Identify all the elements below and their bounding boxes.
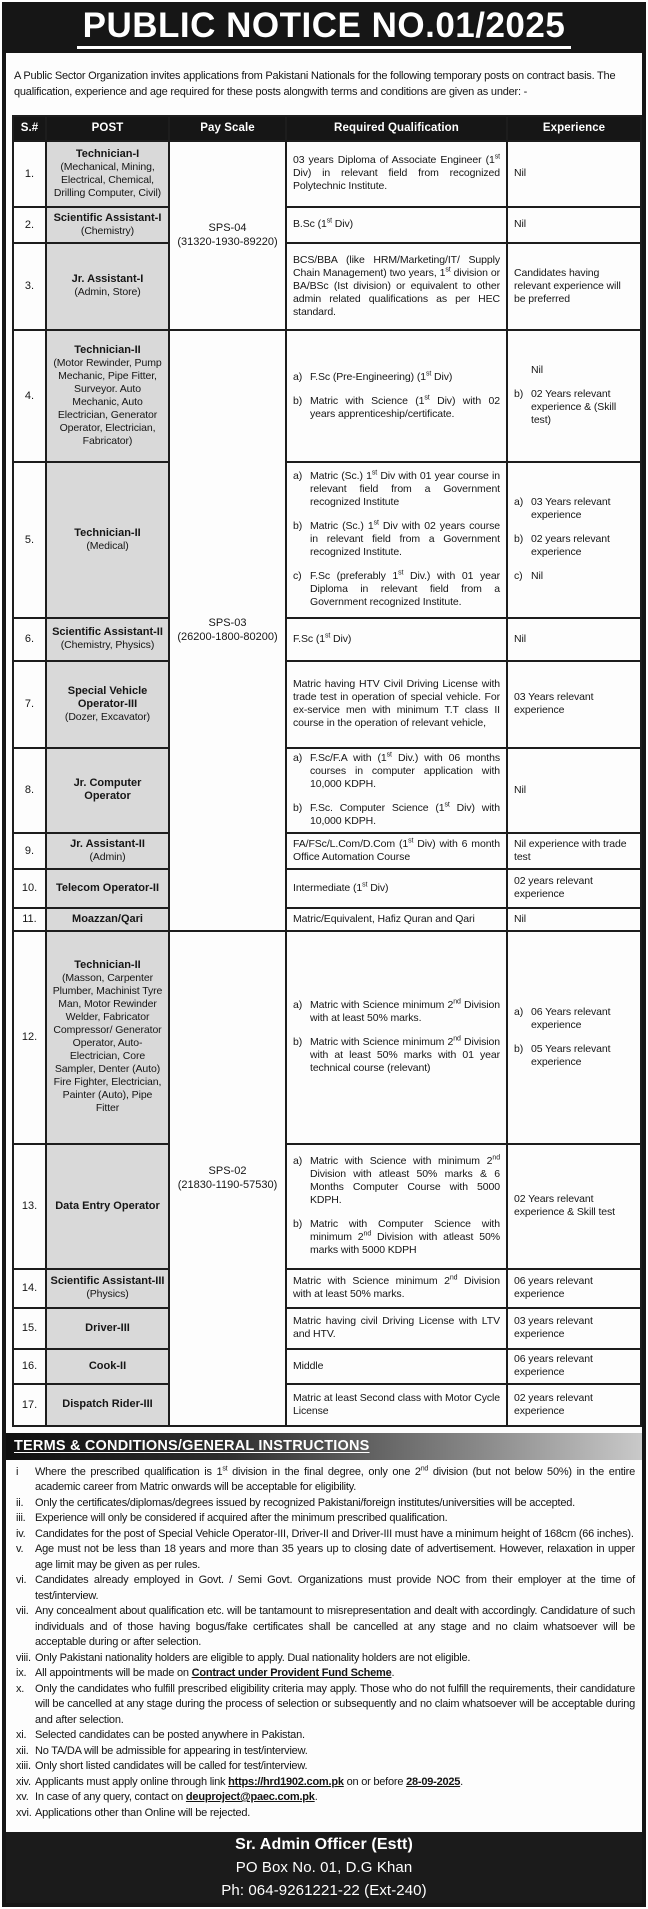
item-text: Nil <box>531 364 543 377</box>
lettered-item <box>514 496 634 522</box>
post-cell <box>46 1308 169 1349</box>
pay-scale-range: (31320-1930-89220) <box>177 236 278 249</box>
cell-text: F.Sc (1st Div) <box>293 632 352 645</box>
term-text <box>35 1759 635 1775</box>
post-cell <box>46 869 169 908</box>
experience-cell <box>507 931 641 1144</box>
item-tag: b) <box>514 388 524 401</box>
post-name: Cook-II <box>88 1359 127 1372</box>
lettered-item <box>293 520 500 559</box>
post-cell <box>46 661 169 748</box>
post-cell <box>46 908 169 931</box>
term-item <box>8 1573 635 1604</box>
post-name: Special Vehicle Operator-III <box>67 684 148 710</box>
column-header: Required Qualification <box>286 116 507 141</box>
item-text: Matric (Sc.) 1st Div with 01 year course in relevant field from a Government recognized Institute <box>310 469 500 509</box>
post-name: Dispatch Rider-III <box>62 1398 153 1411</box>
cell-text: Candidates having relevant experience will be preferred <box>514 266 621 305</box>
term-number: xiv. <box>16 1775 31 1788</box>
posts-table <box>12 115 642 1427</box>
experience-cell <box>507 661 641 748</box>
lettered-item <box>514 1006 634 1032</box>
cell-text: 02 years relevant experience <box>514 1391 593 1417</box>
post-cell <box>46 748 169 833</box>
cell-text: 03 years relevant experience <box>514 1315 593 1341</box>
serial-cell: 3. <box>13 243 46 330</box>
term-segment: Only Pakistani nationality holders are eligible to apply. Dual nationality holders are not eligible. <box>35 1651 471 1664</box>
term-item <box>8 1682 635 1729</box>
term-text <box>35 1744 635 1760</box>
column-header: Pay Scale <box>169 116 286 141</box>
item-tag: b) <box>514 1042 524 1055</box>
term-item <box>8 1666 635 1682</box>
lettered-item <box>293 1218 500 1257</box>
serial-cell: 14. <box>13 1269 46 1308</box>
serial-cell: 10. <box>13 869 46 908</box>
item-tag: b) <box>293 1218 303 1231</box>
serial-cell: 5. <box>13 462 46 618</box>
item-tag: a) <box>293 752 303 765</box>
table-row <box>13 1269 641 1308</box>
cell-text: Matric having civil Driving License with LTV and HTV. <box>293 1315 500 1341</box>
post-cell <box>46 330 169 462</box>
cell-text: BCS/BBA (like HRM/Marketing/IT/ Supply Chain Management) two years, 1st division or BA/BSc (Ist division) or equivalent to other admin related qualifications as per HEC standard. <box>293 253 500 318</box>
item-tag: b) <box>293 394 303 407</box>
table-row <box>13 661 641 748</box>
table-row <box>13 931 641 1144</box>
serial-cell: 8. <box>13 748 46 833</box>
cell-text: Nil experience with trade test <box>514 837 627 863</box>
term-item <box>8 1728 635 1744</box>
term-emphasis: 28-09-2025 <box>406 1775 461 1788</box>
term-segment: Any concealment about qualification etc. will be tantamount to misrepresentation and dealt with accordingly. Candidature of such individuals and of those having bogus/fake certificates shall be cancelled at any stage and no claim whatsoever will be acceptable during or after selection. <box>35 1605 635 1649</box>
item-tag: b) <box>293 802 303 815</box>
post-name: Moazzan/Qari <box>72 912 143 925</box>
table-header-row <box>13 116 641 141</box>
page-frame <box>2 2 646 1907</box>
experience-cell <box>507 833 641 869</box>
term-emphasis: https://hrd1902.com.pk <box>228 1775 344 1788</box>
item-text: 06 Years relevant experience <box>531 1005 611 1031</box>
qualification-cell <box>286 1308 507 1349</box>
qualification-cell <box>286 748 507 833</box>
post-detail: (Admin) <box>89 850 126 863</box>
term-text <box>35 1806 635 1822</box>
post-name: Scientific Assistant-I <box>53 211 162 224</box>
experience-cell <box>507 330 641 462</box>
item-tag: a) <box>293 999 303 1012</box>
post-cell <box>46 462 169 618</box>
term-segment: Where the prescribed qualification is 1st division in the final degree, only one 2nd division (but not below 50%) in the entire academic career from Matric onwards will be acceptable for eligibility. <box>35 1465 635 1494</box>
post-cell <box>46 243 169 330</box>
post-name: Data Entry Operator <box>55 1199 160 1212</box>
serial-cell: 4. <box>13 330 46 462</box>
qualification-cell <box>286 931 507 1144</box>
item-text: 05 Years relevant experience <box>531 1042 611 1068</box>
qualification-cell <box>286 1384 507 1426</box>
term-number: xvi. <box>16 1806 32 1819</box>
term-item <box>8 1465 635 1496</box>
term-segment: . <box>314 1791 318 1804</box>
term-number: iii. <box>16 1512 26 1525</box>
qualification-cell <box>286 618 507 661</box>
qualification-cell <box>286 661 507 748</box>
term-number: xii. <box>16 1744 29 1757</box>
experience-cell <box>507 1269 641 1308</box>
item-text: Matric with Computer Science with minimum 2nd Division with atleast 50% marks with 5000 KDPH <box>310 1218 500 1257</box>
page-footer <box>6 1832 642 1903</box>
qualification-cell <box>286 462 507 618</box>
term-item <box>8 1542 635 1573</box>
cell-text: Matric at least Second class with Motor Cycle License <box>293 1391 500 1417</box>
post-name: Technician-I <box>75 147 140 160</box>
post-cell <box>46 931 169 1144</box>
table-row <box>13 1384 641 1426</box>
post-detail: (Mechanical, Mining, Electrical, Chemical, Drilling Computer, Civil) <box>53 160 162 199</box>
term-text <box>35 1728 635 1744</box>
term-text <box>35 1511 635 1527</box>
item-text: Matric with Science minimum 2nd Division with at least 50% marks. <box>310 998 500 1025</box>
term-number: vi. <box>16 1574 27 1587</box>
term-number: i <box>16 1465 19 1478</box>
experience-cell <box>507 1308 641 1349</box>
term-text <box>35 1573 635 1604</box>
qualification-cell <box>286 141 507 207</box>
cell-text: FA/FSc/L.Com/D.Com (1st Div) with 6 month Office Automation Course <box>293 837 500 863</box>
term-text <box>35 1496 635 1512</box>
qualification-cell <box>286 869 507 908</box>
cell-text: B.Sc (1st Div) <box>293 217 354 231</box>
term-item <box>8 1790 635 1806</box>
item-tag: a) <box>293 470 303 483</box>
post-name: Jr. Assistant-II <box>70 837 145 850</box>
term-text <box>35 1542 635 1573</box>
term-number: v. <box>16 1543 24 1556</box>
term-segment: Only short listed candidates will be called for test/interview. <box>35 1760 308 1773</box>
term-segment: on or before <box>343 1775 407 1788</box>
item-tag: a) <box>293 370 303 383</box>
post-cell <box>46 141 169 207</box>
pay-scale-cell <box>169 141 286 330</box>
item-text: F.Sc. Computer Science (1st Div) with 10,000 KDPH. <box>310 801 500 828</box>
intro-text: A Public Sector Organization invites applications from Pakistani Nationals for the following temporary posts on contract basis. The qualification, experience and age required for these posts alongwith terms and conditions are given as under: - <box>14 69 616 98</box>
serial-cell: 16. <box>13 1349 46 1384</box>
lettered-item <box>514 533 634 559</box>
term-emphasis: Contract under Provident Fund Scheme <box>191 1667 392 1680</box>
term-segment: . <box>460 1775 464 1788</box>
serial-cell: 2. <box>13 207 46 243</box>
table-row <box>13 141 641 207</box>
post-detail: (Dozer, Excavator) <box>64 710 151 723</box>
term-text <box>35 1465 635 1496</box>
title-bar <box>6 6 642 53</box>
lettered-item <box>514 1043 634 1069</box>
item-tag: a) <box>293 1155 303 1168</box>
lettered-item <box>293 1155 500 1207</box>
item-tag: b) <box>293 520 303 533</box>
experience-cell <box>507 207 641 243</box>
serial-cell: 11. <box>13 908 46 931</box>
term-emphasis: deuproject@paec.com.pk <box>185 1791 315 1804</box>
term-number: xv. <box>16 1791 29 1804</box>
item-text: F.Sc (Pre-Engineering) (1st Div) <box>310 370 453 383</box>
cell-text: 03 years Diploma of Associate Engineer (1st Div) in relevant field from recognized Polytechnic Institute. <box>293 153 500 193</box>
term-segment: Only the candidates who fulfill prescribed eligibility criteria may apply. Those who do not fulfill the requirements, their candidature will be cancelled at any stage during the process of selection or subsequently and no claim whatsoever will be acceptable during and after selection. <box>35 1682 635 1726</box>
term-item <box>8 1527 635 1543</box>
cell-text: Matric/Equivalent, Hafiz Quran and Qari <box>293 912 475 925</box>
post-cell <box>46 207 169 243</box>
table-row <box>13 1308 641 1349</box>
signatory-line: Sr. Admin Officer (Estt) <box>235 1836 413 1853</box>
item-tag: a) <box>514 496 524 509</box>
experience-cell <box>507 618 641 661</box>
term-item <box>8 1806 635 1822</box>
cell-text: 06 years relevant experience <box>514 1353 593 1379</box>
term-text <box>35 1666 635 1682</box>
pay-scale-label: SPS-02 <box>208 1165 247 1178</box>
item-text: Matric with Science with minimum 2nd Division with atleast 50% marks & 6 Months Computer Course with 5000 KDPH. <box>310 1154 500 1207</box>
item-tag: b) <box>514 533 524 546</box>
table-body <box>13 141 641 1426</box>
qualification-cell <box>286 207 507 243</box>
term-segment: . <box>391 1667 395 1680</box>
serial-cell: 15. <box>13 1308 46 1349</box>
post-detail: (Masson, Carpenter Plumber, Machinist Tyre Man, Motor Rewinder Welder, Fabricator Compressor/ Generator Operator, Auto-Electrician, Core Sampler, Denter (Auto) Fire Fighter, Electrician, Painter (Auto), Pipe Fitter <box>52 972 163 1115</box>
term-segment: Selected candidates can be posted anywhere in Pakistan. <box>35 1729 305 1742</box>
term-segment: Only the certificates/diplomas/degrees issued by recognized Pakistani/foreign institutes/universities will be accepted. <box>35 1496 575 1509</box>
post-detail: (Admin, Store) <box>74 286 141 299</box>
term-segment: Applications other than Online will be rejected. <box>35 1806 251 1819</box>
term-segment: In case of any query, contact on <box>35 1791 186 1804</box>
experience-cell <box>507 141 641 207</box>
cell-text: Nil <box>514 167 526 180</box>
terms-list <box>6 1460 642 1832</box>
column-header: POST <box>46 116 169 141</box>
lettered-item <box>293 395 500 421</box>
lettered-item <box>514 388 634 427</box>
table-row <box>13 1349 641 1384</box>
cell-text: Nil <box>514 783 526 796</box>
term-segment: Candidates already employed in Govt. / Semi Govt. Organizations must provide NOC from their employer at the time of test/interview. <box>35 1574 635 1602</box>
post-name: Scientific Assistant-III <box>50 1275 165 1288</box>
term-number: vii. <box>16 1605 29 1618</box>
post-cell <box>46 1384 169 1426</box>
table-row <box>13 462 641 618</box>
post-name: Technician-II <box>74 959 141 972</box>
page-title: PUBLIC NOTICE NO.01/2025 <box>77 8 572 49</box>
term-item <box>8 1651 635 1667</box>
term-text <box>35 1682 635 1729</box>
term-text <box>35 1527 635 1543</box>
item-tag <box>514 364 531 377</box>
lettered-item <box>293 752 500 791</box>
table-row <box>13 1144 641 1269</box>
cell-text: Intermediate (1st Div) <box>293 881 389 894</box>
serial-cell: 1. <box>13 141 46 207</box>
experience-cell <box>507 243 641 330</box>
lettered-item <box>514 364 634 377</box>
item-tag: c) <box>514 570 523 583</box>
post-name: Jr. Computer Operator <box>73 777 142 803</box>
serial-cell: 7. <box>13 661 46 748</box>
serial-cell: 13. <box>13 1144 46 1269</box>
post-name: Telecom Operator-II <box>55 881 160 894</box>
table-row <box>13 207 641 243</box>
column-header: S.# <box>13 116 46 141</box>
term-segment: Experience will only be considered if acquired after the minimum prescribed qualification. <box>35 1512 448 1525</box>
qualification-cell <box>286 243 507 330</box>
terms-bar <box>6 1433 642 1460</box>
post-detail: (Medical) <box>86 539 129 552</box>
item-text: Matric (Sc.) 1st Div with 02 years course in relevant field from a Government recognized Institute. <box>310 519 500 559</box>
pay-scale-cell <box>169 330 286 931</box>
pay-scale-range: (26200-1800-80200) <box>177 631 278 644</box>
qualification-cell <box>286 1269 507 1308</box>
table-row <box>13 748 641 833</box>
term-text <box>35 1790 635 1806</box>
table-row <box>13 833 641 869</box>
term-number: viii. <box>16 1651 31 1664</box>
lettered-item <box>293 802 500 828</box>
term-item <box>8 1775 635 1791</box>
term-item <box>8 1496 635 1512</box>
term-text <box>35 1604 635 1651</box>
post-name: Technician-II <box>74 526 141 539</box>
term-segment: Candidates for the post of Special Vehicle Operator-III, Driver-II and Driver-III must have a minimum height of 168cm (66 inches). <box>35 1527 634 1540</box>
post-cell <box>46 618 169 661</box>
experience-cell <box>507 462 641 618</box>
experience-cell <box>507 1349 641 1384</box>
term-item <box>8 1604 635 1651</box>
post-detail: (Motor Rewinder, Pump Mechanic, Pipe Fitter, Surveyor. Auto Mechanic, Auto Electrician, Generator Operator, Electrician, Fabricator) <box>53 356 162 447</box>
lettered-item <box>293 470 500 509</box>
item-tag: c) <box>293 570 302 583</box>
item-text: 02 Years relevant experience & (Skill test) <box>531 388 617 427</box>
cell-text: Matric with Science minimum 2nd Division with at least 50% marks. <box>293 1274 500 1301</box>
table-row <box>13 908 641 931</box>
term-number: xi. <box>16 1729 27 1742</box>
item-text: F.Sc (preferably 1st Div.) with 01 year Diploma in relevant field from a Government recognized Institute. <box>310 569 500 609</box>
experience-cell <box>507 1384 641 1426</box>
qualification-cell <box>286 1144 507 1269</box>
pay-scale-cell <box>169 931 286 1426</box>
pay-scale-label: SPS-03 <box>208 617 247 630</box>
lettered-item <box>293 1036 500 1075</box>
item-text: F.Sc/F.A with (1st Div.) with 06 months courses in computer application with 10,000 KDPH. <box>310 751 500 791</box>
cell-text: 02 Years relevant experience & Skill test <box>514 1193 615 1219</box>
lettered-item <box>293 570 500 609</box>
term-item <box>8 1511 635 1527</box>
post-cell <box>46 1269 169 1308</box>
serial-cell: 12. <box>13 931 46 1144</box>
post-name: Driver-III <box>85 1321 130 1334</box>
post-detail: (Physics) <box>86 1288 129 1301</box>
term-item <box>8 1744 635 1760</box>
term-number: x. <box>16 1682 25 1695</box>
serial-cell: 17. <box>13 1384 46 1426</box>
term-segment: All appointments will be made on <box>35 1667 192 1680</box>
table-row <box>13 330 641 462</box>
cell-text: 06 years relevant experience <box>514 1275 593 1301</box>
term-number: xiii. <box>16 1760 31 1773</box>
qualification-cell <box>286 908 507 931</box>
experience-cell <box>507 869 641 908</box>
cell-text: 02 years relevant experience <box>514 875 593 901</box>
term-number: iv. <box>16 1527 26 1540</box>
pay-scale-range: (21830-1190-57530) <box>177 1179 278 1192</box>
term-text <box>35 1775 635 1791</box>
post-detail: (Chemistry) <box>80 224 135 237</box>
table-row <box>13 618 641 661</box>
table-row <box>13 243 641 330</box>
post-name: Technician-II <box>74 343 141 356</box>
qualification-cell <box>286 833 507 869</box>
item-text: Matric with Science minimum 2nd Division with at least 50% marks with 01 year technical course (relevant) <box>310 1035 500 1075</box>
cell-text: Middle <box>293 1359 324 1372</box>
term-segment: Applicants must apply online through link <box>35 1775 229 1788</box>
qualification-cell <box>286 1349 507 1384</box>
item-tag: b) <box>293 1036 303 1049</box>
experience-cell <box>507 1144 641 1269</box>
cell-text: Nil <box>514 218 526 231</box>
cell-text: Matric having HTV Civil Driving License with trade test in operation of special vehicle. For ex-service men with minimum T.T class II course in the operation of relevant vehicle, <box>293 678 500 730</box>
term-number: ii. <box>16 1496 24 1509</box>
post-cell <box>46 1349 169 1384</box>
term-number: ix. <box>16 1667 27 1680</box>
lettered-item <box>293 371 500 384</box>
post-cell <box>46 1144 169 1269</box>
item-text: 03 Years relevant experience <box>531 496 611 522</box>
lettered-item <box>293 999 500 1025</box>
experience-cell <box>507 908 641 931</box>
qualification-cell <box>286 330 507 462</box>
cell-text: Nil <box>514 912 526 925</box>
item-text: Matric with Science (1st Div) with 02 years apprenticeship/certificate. <box>310 394 500 420</box>
cell-text: Nil <box>514 632 526 645</box>
address-line: PO Box No. 01, D.G Khan <box>235 1859 413 1876</box>
serial-cell: 6. <box>13 618 46 661</box>
term-segment: Age must not be less than 18 years and more than 35 years up to closing date of advertisement. However, relaxation in upper age limit may be given as per rules. <box>35 1543 635 1571</box>
serial-cell: 9. <box>13 833 46 869</box>
item-text: 02 years relevant experience <box>531 533 610 559</box>
post-name: Jr. Assistant-I <box>71 273 144 286</box>
cell-text: 03 Years relevant experience <box>514 691 594 717</box>
lettered-item <box>514 570 634 583</box>
term-text <box>35 1651 635 1667</box>
post-detail: (Chemistry, Physics) <box>60 639 155 652</box>
post-name: Scientific Assistant-II <box>52 626 163 639</box>
term-item <box>8 1759 635 1775</box>
item-tag: a) <box>514 1005 524 1018</box>
experience-cell <box>507 748 641 833</box>
phone-line: Ph: 064-9261221-22 (Ext-240) <box>221 1882 427 1899</box>
post-cell <box>46 833 169 869</box>
pay-scale-label: SPS-04 <box>208 222 247 235</box>
terms-heading: TERMS & CONDITIONS/GENERAL INSTRUCTIONS <box>14 1438 370 1455</box>
item-text: Nil <box>531 570 543 583</box>
column-header: Experience <box>507 116 641 141</box>
term-segment: No TA/DA will be admissible for appearing in test/interview. <box>35 1744 308 1757</box>
table-row <box>13 869 641 908</box>
